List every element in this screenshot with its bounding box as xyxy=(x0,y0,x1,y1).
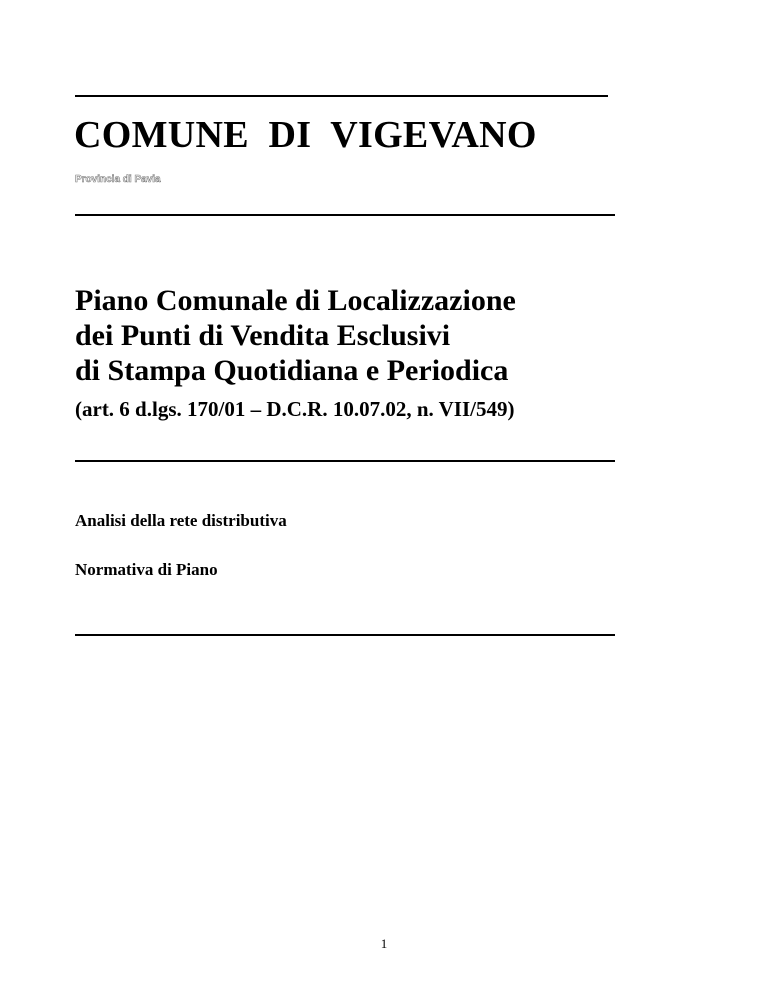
section-analysis: Analisi della rete distributiva xyxy=(75,511,287,530)
bottom-divider xyxy=(75,634,615,636)
municipality-title: COMUNE DI VIGEVANO xyxy=(74,114,537,156)
plan-title xyxy=(75,283,516,388)
plan-title-line: dei Punti di Vendita Esclusivi xyxy=(75,319,451,352)
province-subtitle: Provincia di Pavia xyxy=(75,174,161,185)
header-divider xyxy=(75,214,615,216)
section-regulations: Normativa di Piano xyxy=(75,560,218,579)
top-divider xyxy=(75,95,608,97)
plan-title-line: di Stampa Quotidiana e Periodica xyxy=(75,354,509,387)
legal-reference: (art. 6 d.lgs. 170/01 – D.C.R. 10.07.02, n. VII/549) xyxy=(75,397,515,421)
page-number: 1 xyxy=(380,936,388,951)
plan-title-line: Piano Comunale di Localizzazione xyxy=(75,284,516,317)
title-divider xyxy=(75,460,615,462)
